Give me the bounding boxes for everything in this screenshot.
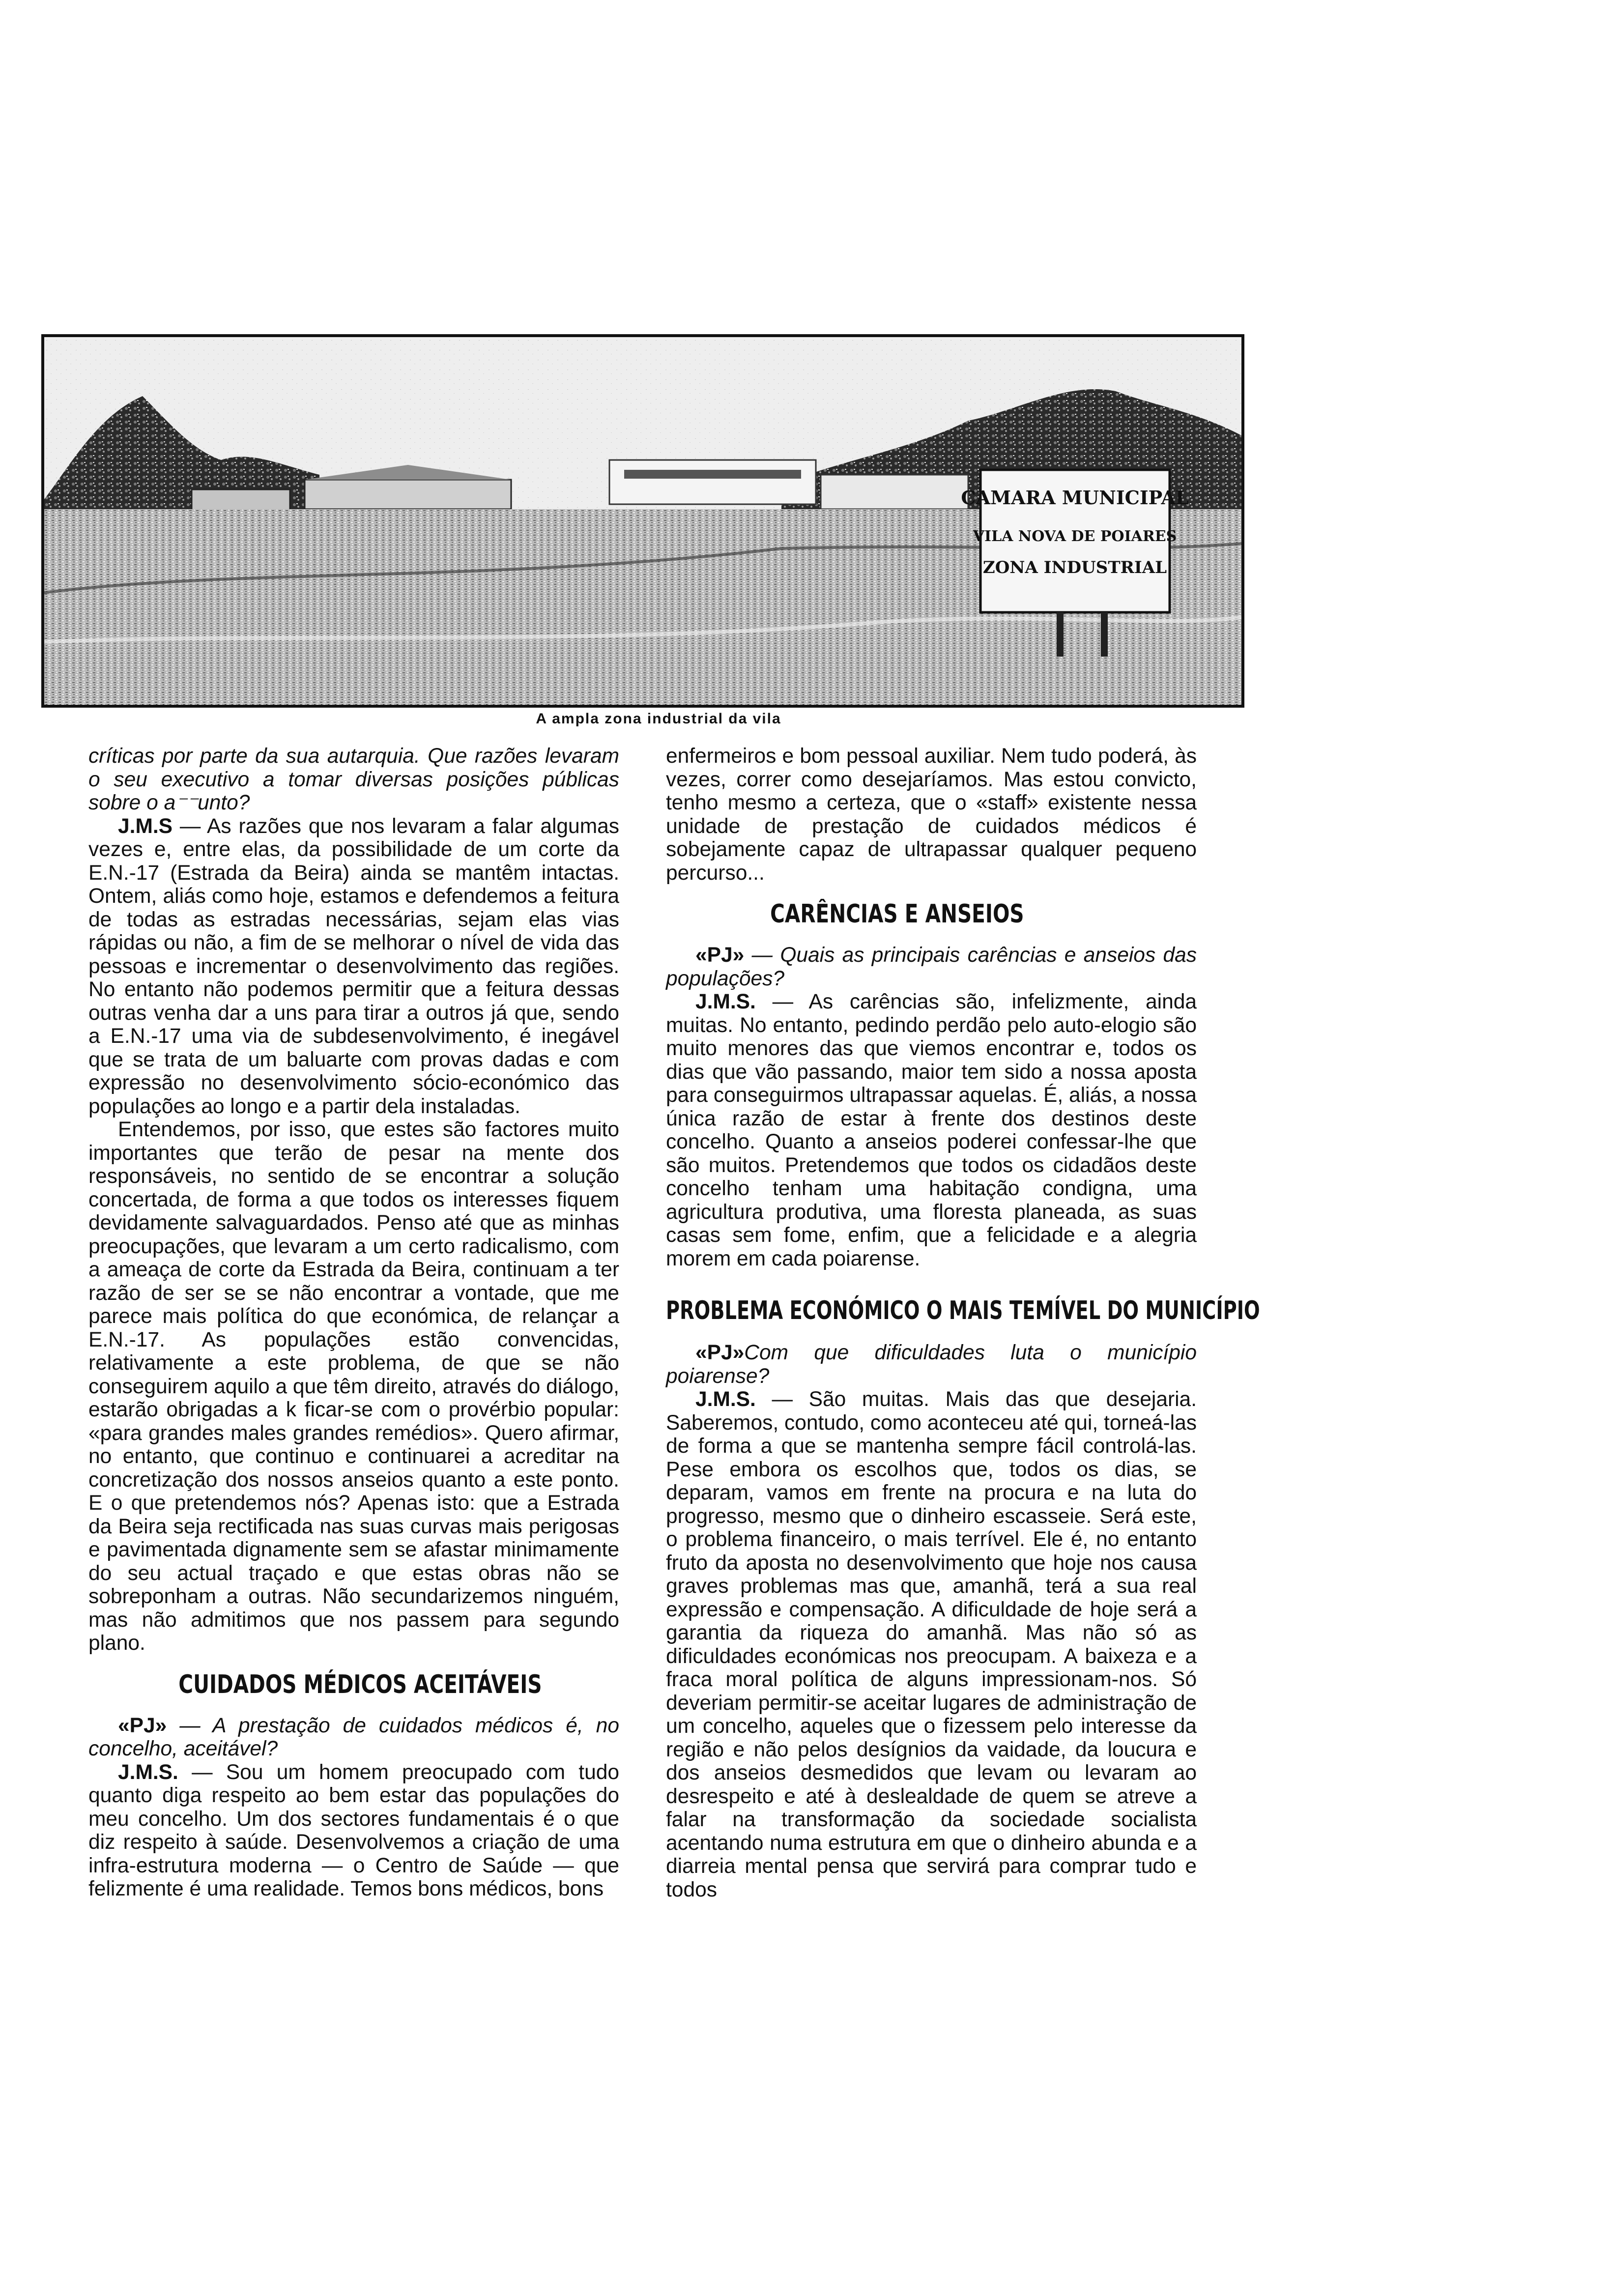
question-carencias-text: — Quais as principais carências e anseios das populações? [666,944,1197,990]
answer-cuidados-continued: enfermeiros e bom pessoal auxiliar. Nem tudo poderá, às vezes, correr como desejaríamos. Mas estou convicto, tenho mesmo a certeza, que o «staff» existente nessa unidade de prestação de cuidados médicos é sobejamente capaz de ultrapassar qualquer pequeno percurso... [666,745,1197,885]
question-dificuldades-text: Com que dificuldades luta o município poiarense? [666,1341,1197,1388]
question-cuidados-text: — A prestação de cuidados médicos é, no concelho, aceitável? [88,1714,619,1760]
speaker-jms: J.M.S [118,814,173,838]
heading-cuidados-medicos: CUIDADOS MÉDICOS ACEITÁVEIS [178,1669,542,1699]
speaker-jms: J.M.S. [695,990,756,1013]
photo-illustration [44,337,1241,705]
sign-line-3: ZONA INDUSTRIAL [982,558,1167,577]
right-column [666,745,1260,1901]
sign-line-1: CAMARA MUNICIPAL [961,487,1189,509]
speaker-jms: J.M.S. [695,1388,756,1411]
speaker-jms: J.M.S. [118,1760,178,1784]
paragraph-entendemos: Entendemos, por isso, que estes são factores muito importantes que terão de pesar na mente dos responsáveis, no sentido de se encontrar a solução concertada, de forma a que todos os interesses fiquem devidamente salvaguardados. Penso até que as minhas preocupações, que levaram a um certo radicalismo, com a ameaça de corte da Estrada da Beira, continuam a ter razão de ser se se não encontrar a vontade, que me parece mais política do que económica, de relançar a E.N.-17. As populações estão convencidas, relativamente a este problema, de que se não conseguirem aquilo a que têm direito, através do diálogo, estarão obrigadas a k ficar-se com o provérbio popular: «para grandes males grandes remédios». Quero afirmar, no entanto, que continuo e continuarei a acreditar na concretização dos nossos anseios quanto a este ponto. E o que pretendemos nós? Apenas isto: que a Estrada da Beira seja rectificada nas suas curvas mais perigosas e pavimentada dignamente sem se afastar minimamente do seu actual traçado e que estas obras não se sobreponham a outras. Não secundarizemos ninguém, mas não admitimos que nos passem para segundo plano. [88,1118,619,1655]
left-column [88,745,619,1901]
answer-cuidados-text: — Sou um homem preocupado com tudo quanto diga respeito ao bem estar das populações do meu concelho. Um dos sectores fundamentais é o que diz respeito à saúde. Desenvolvemos a criação de uma infra-estrutura moderna — o Centro de Saúde — que felizmente é uma realidade. Temos bons médicos, bons [88,1760,619,1900]
photo-caption: A ampla zona industrial da vila [536,711,781,727]
speaker-pj: «PJ» [695,944,745,967]
answer-carencias [666,990,1197,1270]
question-roads-end: críticas por parte da sua autarquia. Que razões levaram o seu executivo a tomar diversas posições públicas sobre o a⁻⁻unto? [88,745,619,814]
question-cuidados [88,1714,619,1761]
answer-roads [88,815,619,1119]
heading-carencias-anseios: CARÊNCIAS E ANSEIOS [770,899,1024,929]
answer-dificuldades-text: — São muitas. Mais das que desejaria. Saberemos, contudo, como aconteceu até qui, torneá-las de forma a que se mantenha sempre fácil controlá-las. Pese embora os escolhos que, todos os dias, se deparam, vamos em frente na procura e na luta do progresso, mesmo que o dinheiro escasseie. Será este, o problema financeiro, o mais terrível. Ele é, no entanto fruto da aposta no desenvolvimento que hoje nos causa graves problemas mas que, amanhã, terá a sua real expressão e compensação. A dificuldade de hoje será a garantia da riqueza do amanhã. Mas não só as dificuldades económicas nos preocupam. A baixeza e a fraca moral política de alguns impressionam-nos. Só deveriam permitir-se aceitar lugares de administração de um concelho, aqueles que o fizessem pelo interesse da região e não pelos desígnios da vaidade, da loucura e dos anseios desmedidos que levam ou levaram ao desrespeito e até à deslealdade de quem se atreve a falar na transformação da sociedade socialista acentando numa estrutura em que o dinheiro abunda e a diarreia mental pensa que servirá para comprar tudo e todos [666,1388,1197,1901]
industrial-zone-photo [41,334,1244,708]
speaker-pj: «PJ» [695,1341,745,1364]
question-dificuldades [666,1341,1197,1388]
heading-problema-economico: PROBLEMA ECONÓMICO O MAIS TEMÍVEL DO MUNICÍPIO [666,1296,1260,1325]
speaker-pj: «PJ» [118,1714,167,1737]
answer-carencias-text: — As carências são, infelizmente, ainda muitas. No entanto, pedindo perdão pelo auto-elogio são muito menores das que viemos encontrar e, todos os dias que vão passando, maior tem sido a nossa aposta para conseguirmos ultrapassar aquelas. É, aliás, a nossa única razão de estar à frente dos destinos deste concelho. Quanto a anseios poderei confessar-lhe que são muitos. Pretendemos que todos os cidadãos deste concelho tenham uma habitação condigna, uma agricultura produtiva, uma floresta planeada, as suas casas sem fome, enfim, que a felicidade e a alegria morem em cada poiarense. [666,990,1197,1270]
question-carencias [666,944,1197,990]
sign-line-2: VILA NOVA DE POIARES [973,528,1177,545]
answer-roads-text: — As razões que nos levaram a falar algumas vezes e, entre elas, da possibilidade de um corte da E.N.-17 (Estrada da Beira) ainda se mantêm intactas. Ontem, aliás como hoje, estamos e defendemos a feitura de todas as estradas necessárias, sejam elas vias rápidas ou não, a fim de se melhorar o nível de vida das pessoas e incrementar o desenvolvimento das regiões. No entanto não podemos permitir que a feitura dessas outras venha dar a uns para tirar a outros já que, sendo a E.N.-17 uma via de subdesenvolvimento, é inegável que se trata de um baluarte com provas dadas e com expressão no desenvolvimento sócio-económico das populações ao longo e a partir dela instaladas. [88,814,619,1118]
answer-cuidados [88,1761,619,1901]
answer-dificuldades [666,1388,1197,1901]
